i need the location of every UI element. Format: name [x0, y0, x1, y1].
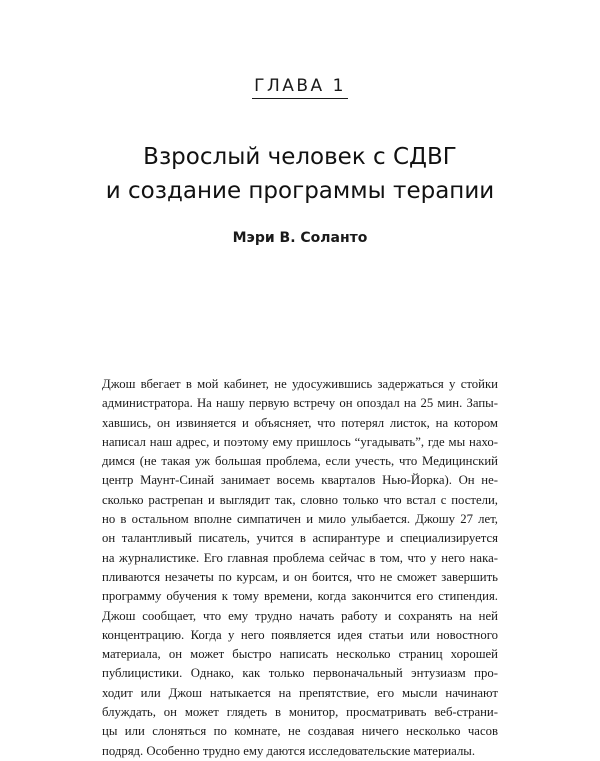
chapter-title [0, 140, 600, 208]
text-line: на журналистике. Его главная проблема сейчас в том, что у него нака- [102, 550, 498, 565]
chapter-number: ГЛАВА 1 [252, 76, 348, 99]
text-line: публицистики. Однако, как только первоначальный энтузиазм про- [102, 666, 498, 681]
text-line: Джош вбегает в мой кабинет, не удосужившись задержаться у стойки [102, 377, 498, 391]
text-line: программу обучения к тому времени, когда закончится его стипендия. [102, 589, 498, 604]
chapter-author: Мэри В. Соланто [232, 230, 368, 246]
text-line: администратора. На нашу первую встречу он опоздал на 25 мин. Запы- [102, 396, 498, 411]
text-line: материала, он может быстро написать несколько страниц хорошей [102, 647, 498, 662]
chapter-label [0, 76, 600, 99]
text-line: центр Маунт-Синай занимает восемь кварталов Нью-Йорка). Он не- [102, 473, 498, 488]
text-line: подряд. Особенно трудно ему даются исследовательские материалы. [102, 743, 476, 758]
text-line: цы или слоняться по комнате, не создавая ничего несколько часов [102, 724, 498, 739]
text-line: он талантливый писатель, учится в аспирантуре и специализируется [102, 531, 498, 546]
chapter-title-line: и создание программы терапии [105, 178, 495, 204]
text-line: но в остальном вполне симпатичен и мило улыбается. Джошу 27 лет, [102, 512, 498, 527]
text-line: пливаются незачеты по курсам, и он боится, что не сможет завершить [102, 569, 498, 584]
text-line: хавшись, он извиняется и объясняет, что потерял листок, на котором [102, 415, 498, 430]
chapter-title-line: Взрослый человек с СДВГ [143, 144, 457, 170]
text-line: ходит или Джош натыкается на препятствие, его мысли начинают [102, 685, 498, 700]
text-line: блуждать, он может глядеть в монитор, просматривать веб-страни- [102, 705, 498, 720]
text-line: сколько растрепан и выглядит так, словно только что встал с постели, [102, 492, 498, 507]
text-line: Джош сообщает, что ему трудно начать работу и сохранять на ней [102, 608, 498, 623]
text-line: написал наш адрес, и поэтому ему пришлось “угадывать”, где мы нахо- [102, 434, 498, 449]
text-line: концентрацию. Когда у него появляется идея статьи или новостного [102, 627, 498, 642]
text-line: димся (не такая уж большая проблема, если учесть, что Медицинский [102, 454, 498, 469]
body-paragraph [102, 375, 498, 761]
